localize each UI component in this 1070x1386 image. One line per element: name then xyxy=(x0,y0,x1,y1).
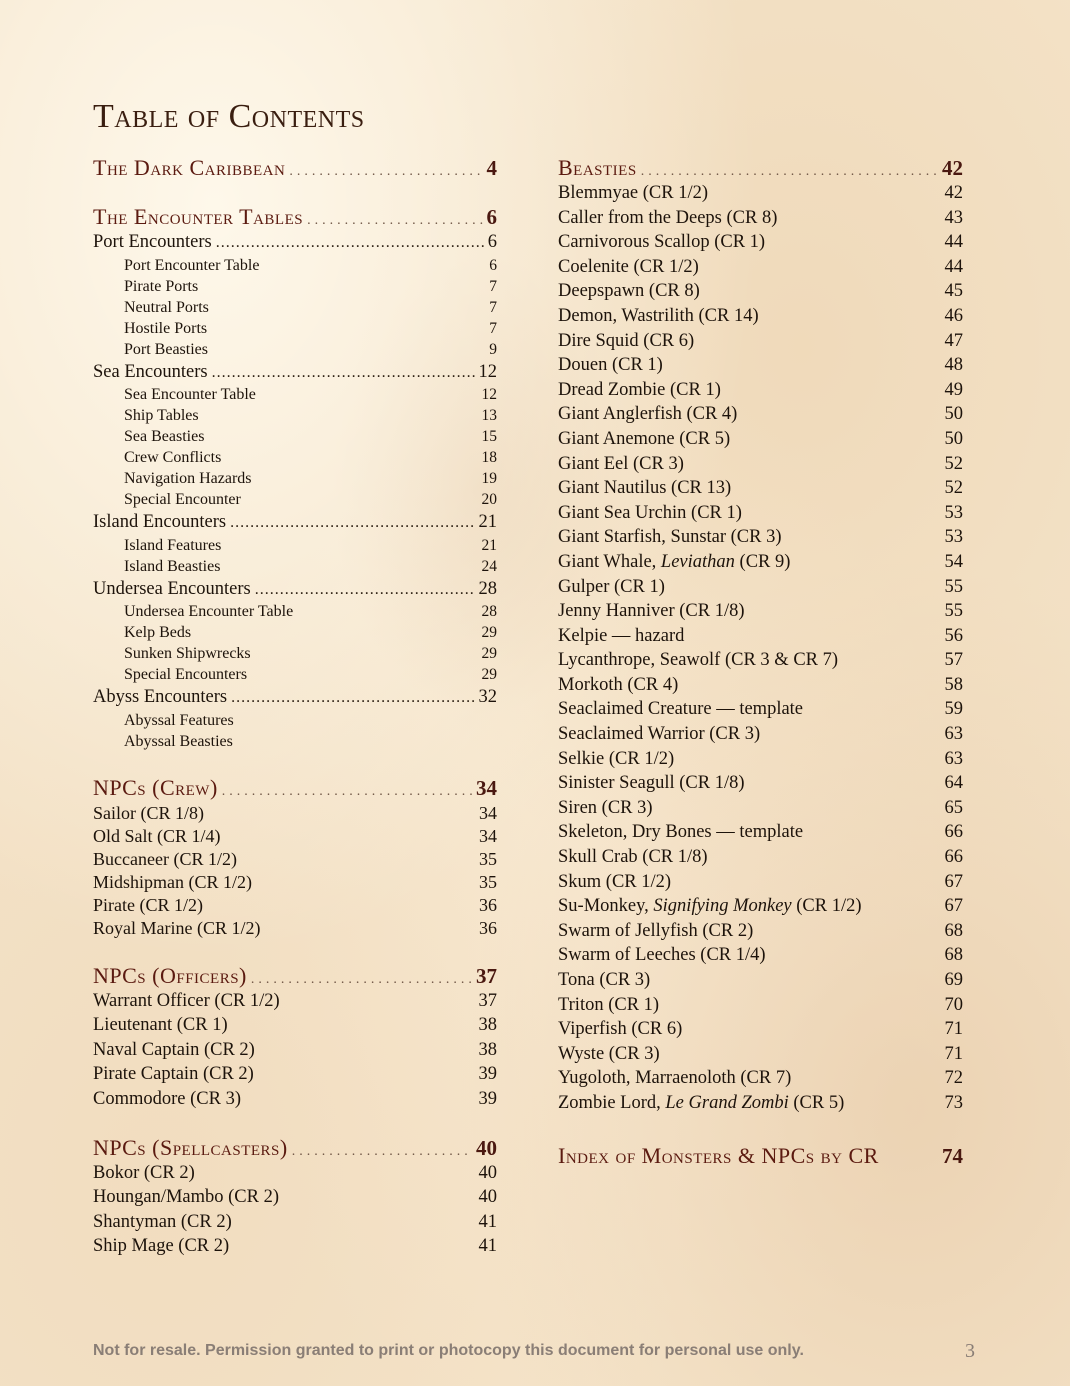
toc-entry[interactable] xyxy=(93,918,497,941)
toc-entry[interactable] xyxy=(558,232,963,257)
toc-entry[interactable] xyxy=(93,1236,497,1261)
entry-label: Lieutenant (CR 1) xyxy=(93,1015,228,1036)
toc-subentry[interactable] xyxy=(93,666,497,687)
toc-section-encounter-tables[interactable] xyxy=(93,204,497,232)
toc-right-column xyxy=(558,155,963,1171)
entry-page: 70 xyxy=(944,994,963,1015)
toc-entry[interactable] xyxy=(558,1019,963,1044)
entry-page: 54 xyxy=(944,551,963,572)
entry-page: 21 xyxy=(478,512,497,532)
dot-leader xyxy=(222,784,472,800)
entry-label: Skeleton, Dry Bones — template xyxy=(558,822,804,843)
toc-section-npcs-officers[interactable] xyxy=(93,963,497,991)
entry-page: 32 xyxy=(478,687,497,707)
entry-label: Sea Encounters xyxy=(93,361,208,382)
entry-label: Gulper (CR 1) xyxy=(558,576,665,597)
toc-entry[interactable] xyxy=(558,503,963,528)
entry-label: Triton (CR 1) xyxy=(558,994,660,1015)
entry-page: 36 xyxy=(479,895,497,916)
toc-entry[interactable] xyxy=(558,331,963,356)
entry-label: Undersea Encounter Table xyxy=(124,603,294,620)
entry-label: Sea Beasties xyxy=(124,428,205,445)
entry-page: 15 xyxy=(481,428,497,445)
entry-page: 43 xyxy=(944,207,963,228)
entry-page: 7 xyxy=(489,319,497,337)
toc-entry[interactable] xyxy=(93,232,497,257)
toc-entry[interactable] xyxy=(558,749,963,774)
entry-label: Undersea Encounters xyxy=(93,578,251,599)
entry-label: Kelp Beds xyxy=(124,624,192,641)
npcs-spellcasters-list xyxy=(93,1163,497,1261)
toc-entry[interactable] xyxy=(93,1089,497,1114)
entry-label: Kelpie — hazard xyxy=(558,625,685,646)
toc-entry[interactable] xyxy=(558,995,963,1020)
entry-page: 69 xyxy=(944,970,963,990)
encounter-groups xyxy=(93,232,497,754)
page-number: 3 xyxy=(965,1340,975,1362)
toc-subentry[interactable] xyxy=(93,428,497,449)
entry-label: Houngan/Mambo (CR 2) xyxy=(93,1187,280,1208)
toc-entry[interactable] xyxy=(558,699,963,724)
toc-subentry[interactable] xyxy=(93,558,497,579)
entry-page: 40 xyxy=(478,1162,497,1183)
toc-entry[interactable] xyxy=(93,1163,497,1188)
toc-entry[interactable] xyxy=(93,872,497,895)
entry-page: 20 xyxy=(481,491,497,508)
entry-page: 58 xyxy=(944,674,963,695)
entry-page: 12 xyxy=(481,386,497,403)
entry-label: Hostile Ports xyxy=(124,319,208,337)
entry-page: 12 xyxy=(478,361,497,382)
entry-page: 42 xyxy=(944,183,963,203)
entry-page: 44 xyxy=(944,256,963,277)
entry-label: Deepspawn (CR 8) xyxy=(558,281,700,302)
section-page: 74 xyxy=(942,1143,963,1168)
entry-page: 35 xyxy=(479,872,497,893)
toc-subentry[interactable] xyxy=(93,257,497,278)
toc-entry[interactable] xyxy=(93,687,497,712)
entry-label: Commodore (CR 3) xyxy=(93,1089,241,1109)
entry-label: Giant Eel (CR 3) xyxy=(558,453,684,474)
entry-page: 21 xyxy=(481,536,497,554)
toc-entry[interactable] xyxy=(93,1064,497,1089)
toc-section-index[interactable] xyxy=(558,1143,963,1171)
entry-label: Neutral Ports xyxy=(124,298,209,316)
toc-entry[interactable] xyxy=(558,429,963,454)
entry-page: 66 xyxy=(944,822,963,843)
toc-subentry[interactable] xyxy=(93,449,497,470)
entry-page: 57 xyxy=(944,650,963,671)
entry-page: 38 xyxy=(478,1015,497,1036)
toc-entry[interactable] xyxy=(558,798,963,823)
entry-label: Demon, Wastrilith (CR 14) xyxy=(558,305,759,326)
entry-page: 53 xyxy=(944,527,963,548)
toc-entry[interactable] xyxy=(93,1187,497,1212)
entry-page: 6 xyxy=(487,232,497,252)
entry-label: Abyssal Beasties xyxy=(124,732,233,750)
entry-label: Abyss Encounters xyxy=(93,687,228,707)
entry-label: Abyssal Features xyxy=(124,711,234,729)
toc-entry[interactable] xyxy=(558,281,963,306)
entry-label: Island Beasties xyxy=(124,557,221,575)
entry-label: Ship Mage (CR 2) xyxy=(93,1236,230,1257)
entry-label: Dire Squid (CR 6) xyxy=(558,330,695,351)
entry-page: 29 xyxy=(481,645,497,662)
entry-label: Warrant Officer (CR 1/2) xyxy=(93,990,280,1011)
entry-page: 28 xyxy=(481,603,497,620)
toc-entry[interactable] xyxy=(558,257,963,282)
toc-entry[interactable] xyxy=(558,183,963,208)
entry-page: 72 xyxy=(944,1068,963,1089)
toc-subentry[interactable] xyxy=(93,386,497,407)
section-label: NPCs (Officers) xyxy=(93,962,247,988)
entry-page: 6 xyxy=(489,256,497,274)
toc-subentry[interactable] xyxy=(93,712,497,733)
toc-entry[interactable] xyxy=(558,380,963,405)
toc-section-npcs-crew[interactable] xyxy=(93,775,497,803)
toc-entry[interactable] xyxy=(93,362,497,387)
entry-label: Wyste (CR 3) xyxy=(558,1043,660,1064)
entry-label: Viperfish (CR 6) xyxy=(558,1019,683,1040)
entry-label: Seaclaimed Creature — template xyxy=(558,699,804,720)
npcs-crew-list xyxy=(93,803,497,942)
entry-page: 35 xyxy=(479,848,497,869)
toc-entry[interactable] xyxy=(93,1212,497,1237)
entry-page: 65 xyxy=(944,797,963,818)
toc-entry[interactable] xyxy=(558,872,963,897)
toc-entry[interactable] xyxy=(558,306,963,331)
entry-page: 71 xyxy=(944,1043,963,1064)
dot-leader xyxy=(231,689,474,707)
entry-label: Douen (CR 1) xyxy=(558,355,663,376)
toc-entry[interactable] xyxy=(558,404,963,429)
entry-page: 67 xyxy=(944,896,963,917)
entry-label: Sailor (CR 1/8) xyxy=(93,802,204,823)
section-page: 37 xyxy=(476,963,497,988)
toc-entry[interactable] xyxy=(558,552,963,577)
section-label: NPCs (Crew) xyxy=(93,774,218,800)
entry-label: Buccaneer (CR 1/2) xyxy=(93,848,237,869)
entry-label: Coelenite (CR 1/2) xyxy=(558,256,699,277)
entry-label: Island Encounters xyxy=(93,512,227,532)
section-page: 4 xyxy=(486,156,497,180)
entry-page: 47 xyxy=(944,330,963,351)
page-title: Table of Contents xyxy=(93,98,365,135)
toc-entry[interactable] xyxy=(93,991,497,1016)
entry-page: 63 xyxy=(944,724,963,745)
entry-label: Port Encounter Table xyxy=(124,256,260,274)
entry-page: 39 xyxy=(478,1089,497,1109)
section-label: The Dark Caribbean xyxy=(93,155,286,180)
entry-page: 56 xyxy=(944,625,963,646)
entry-label: Pirate (CR 1/2) xyxy=(93,895,203,916)
entry-label: Giant Starfish, Sunstar (CR 3) xyxy=(558,527,782,548)
toc-entry[interactable] xyxy=(93,1040,497,1065)
toc-entry[interactable] xyxy=(93,803,497,826)
toc-subentry[interactable] xyxy=(93,299,497,320)
entry-label: Navigation Hazards xyxy=(124,470,252,487)
toc-entry[interactable] xyxy=(558,527,963,552)
toc-subentry[interactable] xyxy=(93,733,497,754)
entry-label: Giant Anemone (CR 5) xyxy=(558,428,731,449)
toc-entry[interactable] xyxy=(558,601,963,626)
entry-page: 67 xyxy=(944,871,963,892)
entry-page: 66 xyxy=(944,847,963,868)
toc-section-dark-caribbean[interactable] xyxy=(93,155,497,183)
entry-label: Swarm of Leeches (CR 1/4) xyxy=(558,945,766,966)
entry-label: Pirate Ports xyxy=(124,277,199,295)
toc-subentry[interactable] xyxy=(93,278,497,299)
toc-entry[interactable] xyxy=(558,1044,963,1069)
toc-entry[interactable] xyxy=(558,675,963,700)
entry-page: 59 xyxy=(944,699,963,720)
section-page: 40 xyxy=(476,1135,497,1160)
entry-page: 28 xyxy=(478,578,497,599)
dot-leader xyxy=(230,514,474,532)
entry-label: Blemmyae (CR 1/2) xyxy=(558,183,709,203)
dot-leader xyxy=(641,164,938,180)
toc-entry[interactable] xyxy=(93,512,497,537)
entry-page: 37 xyxy=(478,990,497,1011)
entry-page: 71 xyxy=(944,1019,963,1040)
toc-entry[interactable] xyxy=(558,822,963,847)
entry-page: 40 xyxy=(478,1187,497,1208)
toc-subentry[interactable] xyxy=(93,491,497,512)
entry-page: 38 xyxy=(478,1039,497,1060)
entry-label: Tona (CR 3) xyxy=(558,970,651,990)
entry-label: Dread Zombie (CR 1) xyxy=(558,379,721,400)
entry-label: Old Salt (CR 1/4) xyxy=(93,825,221,846)
entry-label: Pirate Captain (CR 2) xyxy=(93,1064,254,1085)
entry-page: 49 xyxy=(944,379,963,400)
toc-entry[interactable] xyxy=(558,945,963,970)
dot-leader xyxy=(289,164,482,180)
entry-page: 73 xyxy=(944,1092,963,1113)
entry-page: 29 xyxy=(481,666,497,683)
toc-entry[interactable] xyxy=(558,921,963,946)
entry-label: Special Encounter xyxy=(124,491,241,508)
entry-label: Giant Nautilus (CR 13) xyxy=(558,478,732,499)
entry-page: 64 xyxy=(944,773,963,794)
entry-page: 41 xyxy=(478,1211,497,1232)
section-page: 42 xyxy=(942,156,963,180)
entry-label: Crew Conflicts xyxy=(124,449,222,466)
entry-label: Yugoloth, Marraenoloth (CR 7) xyxy=(558,1068,792,1089)
entry-page: 9 xyxy=(489,340,497,358)
entry-page: 52 xyxy=(944,453,963,474)
entry-page: 48 xyxy=(944,355,963,376)
entry-page: 55 xyxy=(944,576,963,597)
dot-leader xyxy=(307,213,482,229)
toc-entry[interactable] xyxy=(558,650,963,675)
entry-label: Island Features xyxy=(124,536,222,554)
entry-label: Jenny Hanniver (CR 1/8) xyxy=(558,601,745,622)
dot-leader xyxy=(216,234,484,252)
entry-page: 68 xyxy=(944,920,963,941)
toc-entry[interactable] xyxy=(558,773,963,798)
entry-page: 50 xyxy=(944,428,963,449)
entry-label: Skull Crab (CR 1/8) xyxy=(558,847,708,868)
footer-notice: Not for resale. Permission granted to print or photocopy this document for personal use only. xyxy=(93,1342,804,1359)
toc-entry[interactable] xyxy=(93,826,497,849)
section-label: The Encounter Tables xyxy=(93,204,304,229)
entry-page: 24 xyxy=(481,557,497,575)
entry-page: 36 xyxy=(479,918,497,939)
toc-entry[interactable] xyxy=(558,847,963,872)
entry-label: Giant Anglerfish (CR 4) xyxy=(558,404,738,425)
entry-label: Sea Encounter Table xyxy=(124,386,256,403)
entry-label: Ship Tables xyxy=(124,407,199,424)
entry-label: Naval Captain (CR 2) xyxy=(93,1039,255,1060)
entry-label: Su-Monkey, Signifying Monkey (CR 1/2) xyxy=(558,896,862,917)
entry-label: Morkoth (CR 4) xyxy=(558,674,679,695)
entry-label: Special Encounters xyxy=(124,666,248,683)
entry-label: Seaclaimed Warrior (CR 3) xyxy=(558,724,761,745)
entry-label: Port Encounters xyxy=(93,232,212,252)
toc-entry[interactable] xyxy=(93,849,497,872)
entry-label: Royal Marine (CR 1/2) xyxy=(93,918,261,939)
entry-page: 46 xyxy=(944,305,963,326)
section-label: NPCs (Spellcasters) xyxy=(93,1134,288,1160)
entry-page: 34 xyxy=(479,802,497,823)
entry-label: Caller from the Deeps (CR 8) xyxy=(558,207,778,228)
entry-page: 39 xyxy=(478,1064,497,1085)
entry-page: 68 xyxy=(944,945,963,966)
section-page: 6 xyxy=(486,205,497,229)
entry-label: Midshipman (CR 1/2) xyxy=(93,872,253,893)
entry-label: Sunken Shipwrecks xyxy=(124,645,251,662)
entry-label: Lycanthrope, Seawolf (CR 3 & CR 7) xyxy=(558,650,839,671)
entry-page: 63 xyxy=(944,748,963,769)
section-label: Beasties xyxy=(558,155,637,180)
entry-label: Giant Sea Urchin (CR 1) xyxy=(558,502,742,523)
toc-subentry[interactable] xyxy=(93,603,497,624)
entry-label: Giant Whale, Leviathan (CR 9) xyxy=(558,551,791,572)
entry-page: 53 xyxy=(944,502,963,523)
entry-page: 50 xyxy=(944,404,963,425)
entry-label: Siren (CR 3) xyxy=(558,797,653,818)
entry-page: 19 xyxy=(481,470,497,487)
dot-leader xyxy=(292,1144,472,1160)
toc-subentry[interactable] xyxy=(93,320,497,341)
entry-label: Carnivorous Scallop (CR 1) xyxy=(558,232,766,253)
toc-subentry[interactable] xyxy=(93,470,497,491)
entry-page: 45 xyxy=(944,281,963,302)
entry-page: 7 xyxy=(489,277,497,295)
entry-page: 18 xyxy=(481,449,497,466)
entry-label: Port Beasties xyxy=(124,340,208,358)
toc-section-npcs-spellcasters[interactable] xyxy=(93,1135,497,1163)
entry-label: Shantyman (CR 2) xyxy=(93,1211,232,1232)
dot-leader xyxy=(212,364,475,382)
toc-subentry[interactable] xyxy=(93,407,497,428)
beasties-list xyxy=(558,183,963,1118)
entry-label: Bokor (CR 2) xyxy=(93,1162,195,1183)
entry-page: 55 xyxy=(944,601,963,622)
toc-subentry[interactable] xyxy=(93,645,497,666)
toc-entry[interactable] xyxy=(558,970,963,995)
toc-left-column xyxy=(93,155,497,1261)
entry-page: 41 xyxy=(478,1236,497,1257)
toc-entry[interactable] xyxy=(93,895,497,918)
toc-entry[interactable] xyxy=(558,896,963,921)
entry-page: 29 xyxy=(481,624,497,641)
npcs-officers-list xyxy=(93,991,497,1114)
toc-subentry[interactable] xyxy=(93,537,497,558)
toc-entry[interactable] xyxy=(558,626,963,651)
entry-page: 13 xyxy=(481,407,497,424)
entry-label: Zombie Lord, Le Grand Zombi (CR 5) xyxy=(558,1092,845,1113)
toc-subentry[interactable] xyxy=(93,624,497,645)
entry-label: Sinister Seagull (CR 1/8) xyxy=(558,773,745,794)
toc-section-beasties[interactable] xyxy=(558,155,963,183)
toc-entry[interactable] xyxy=(558,724,963,749)
entry-page: 34 xyxy=(479,825,497,846)
section-label: Index of Monsters & NPCs by CR xyxy=(558,1142,879,1168)
entry-page: 7 xyxy=(489,298,497,316)
toc-subentry[interactable] xyxy=(93,341,497,362)
toc-entry[interactable] xyxy=(558,208,963,233)
entry-page: 44 xyxy=(944,232,963,253)
dot-leader xyxy=(251,972,472,988)
toc-entry[interactable] xyxy=(558,1093,963,1118)
toc-entry[interactable] xyxy=(93,579,497,604)
toc-entry[interactable] xyxy=(558,1068,963,1093)
dot-leader xyxy=(255,581,475,599)
toc-entry[interactable] xyxy=(558,478,963,503)
entry-page: 52 xyxy=(944,478,963,499)
entry-label: Skum (CR 1/2) xyxy=(558,871,672,892)
toc-entry[interactable] xyxy=(558,454,963,479)
toc-entry[interactable] xyxy=(93,1015,497,1040)
toc-entry[interactable] xyxy=(558,355,963,380)
section-page: 34 xyxy=(476,775,497,800)
toc-entry[interactable] xyxy=(558,577,963,602)
entry-label: Swarm of Jellyfish (CR 2) xyxy=(558,920,754,941)
entry-label: Selkie (CR 1/2) xyxy=(558,748,675,769)
